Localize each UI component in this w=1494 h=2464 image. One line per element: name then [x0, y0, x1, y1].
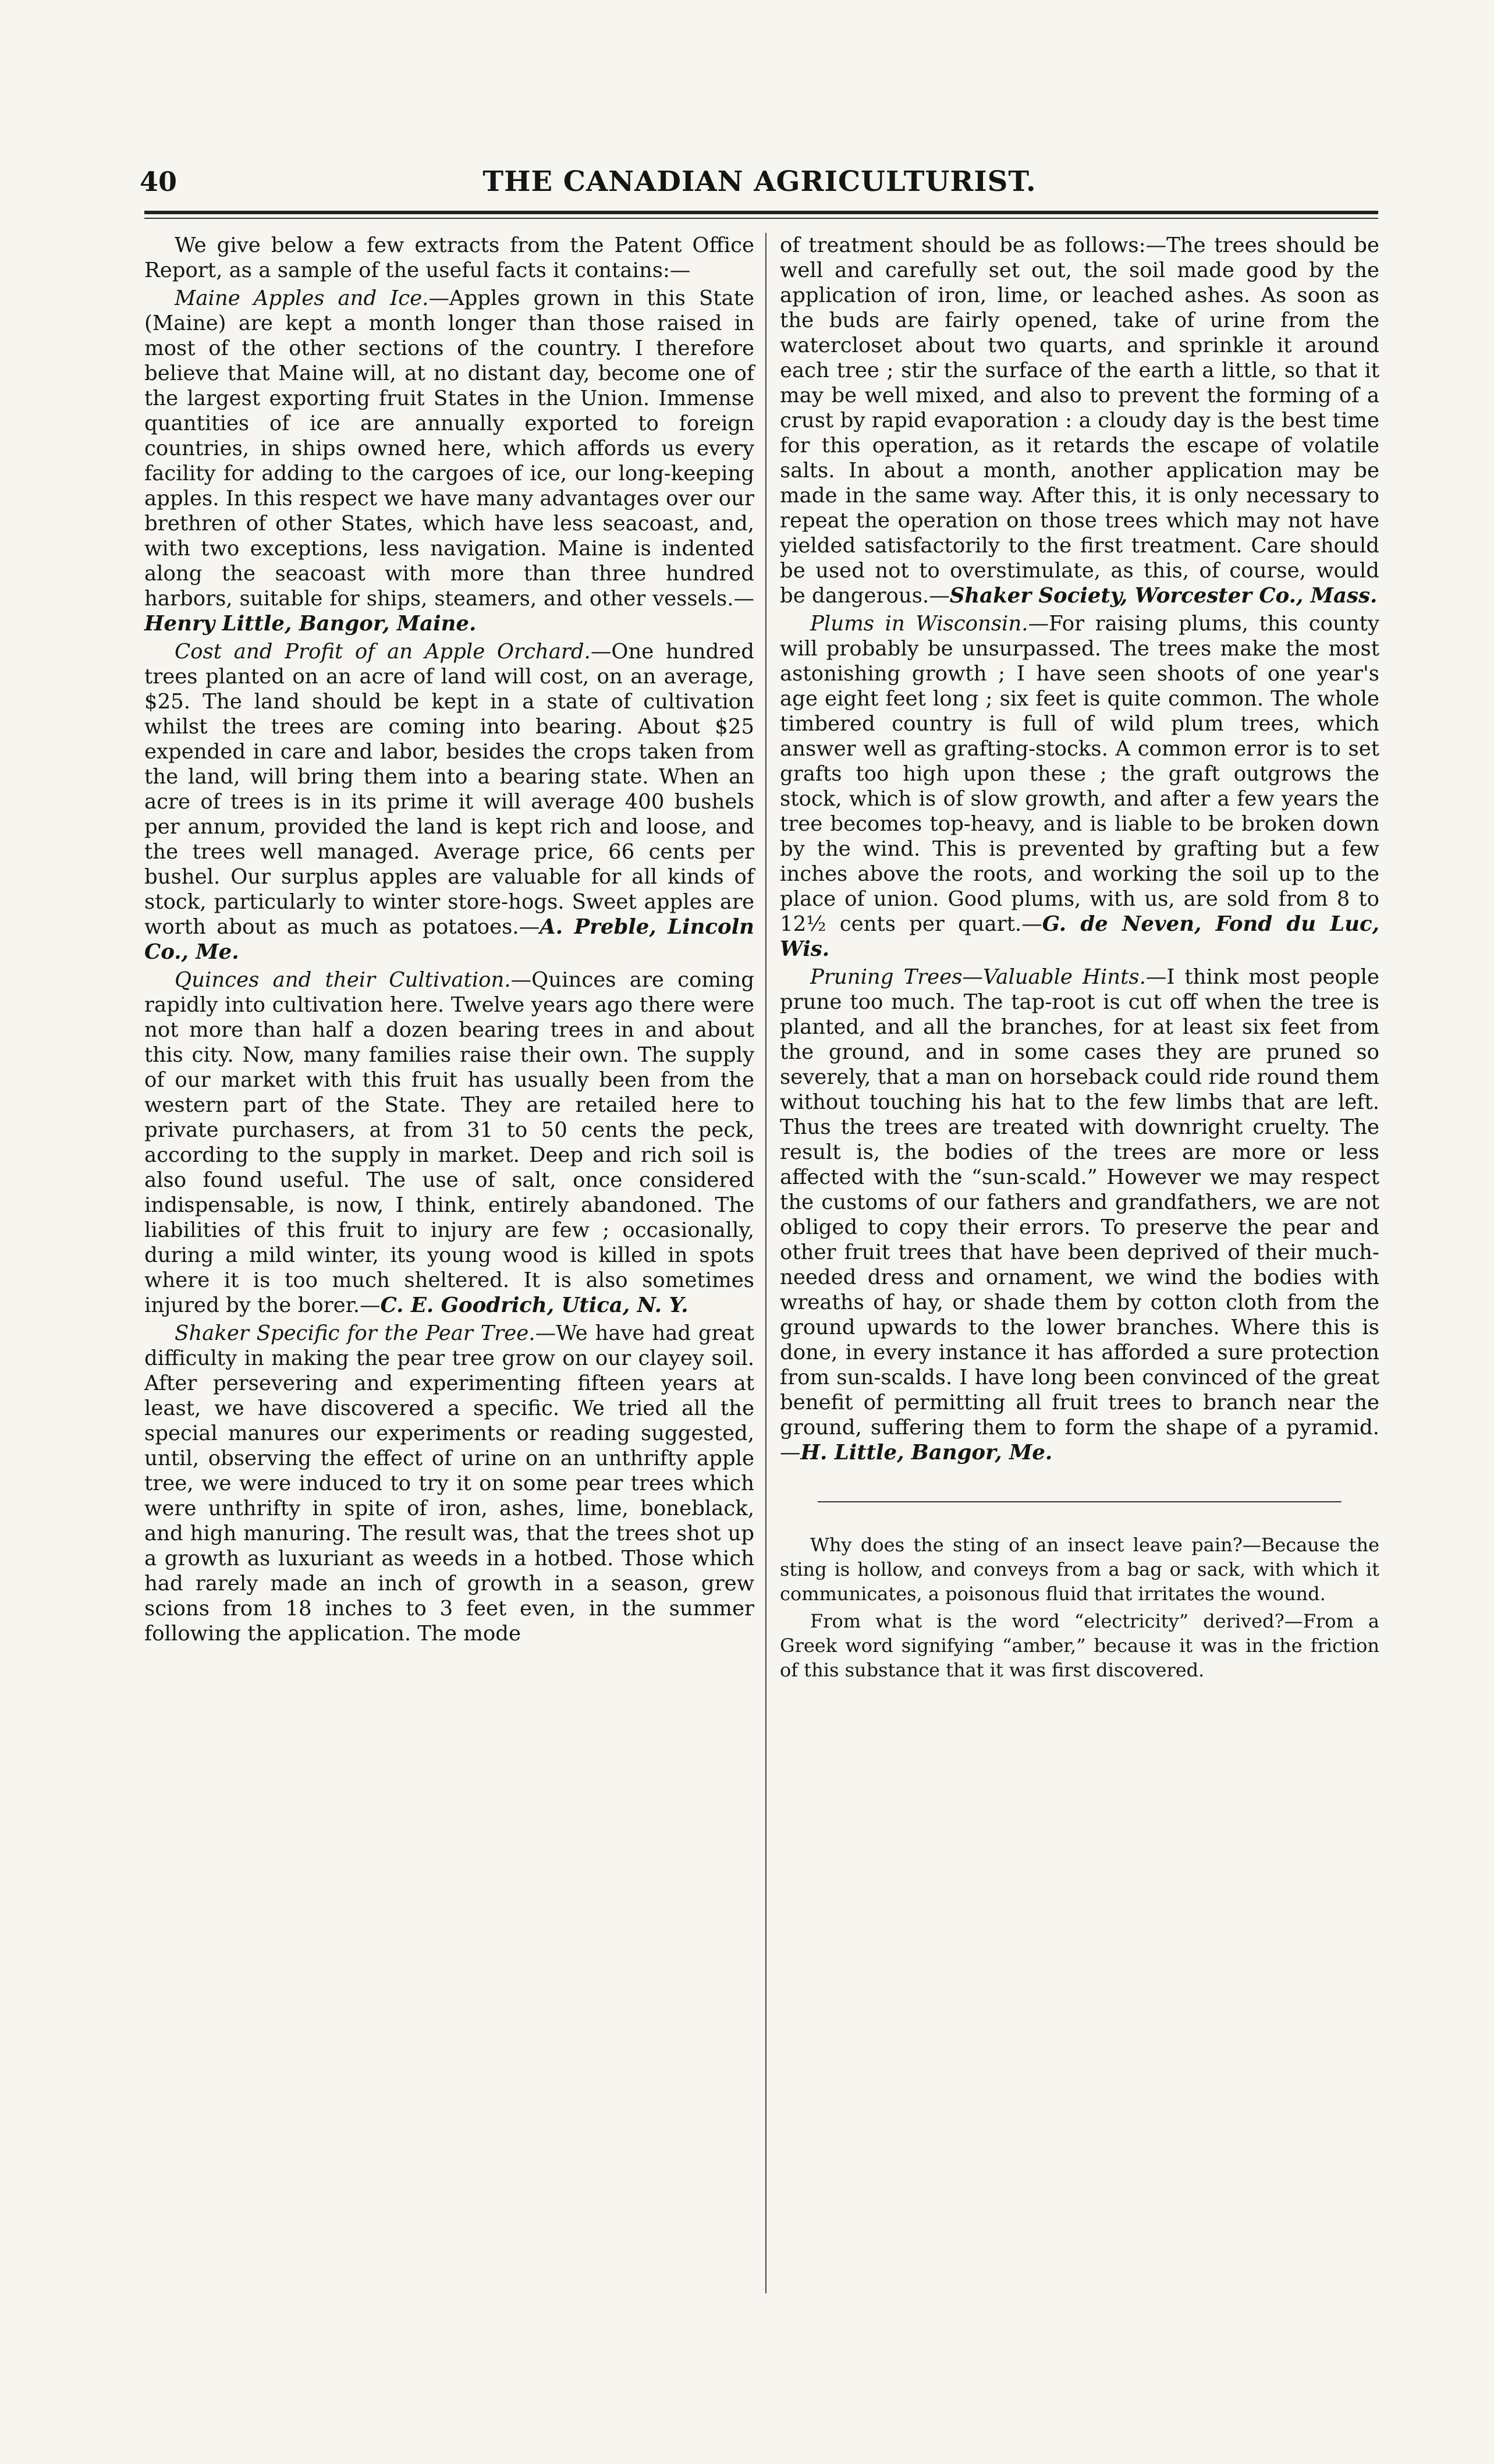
- article-title: Maine Apples and Ice.: [175, 286, 429, 310]
- article-body: —One hundred trees planted on an acre of land will cost, on an average, $25. The land should be kept in a state of cultivation whilst the trees are coming into bearing. About $25 expended in care and labor, besides the crops taken from the land, will bring them into a bearing state. When an acre of trees is in its prime it will average 400 bushels per annum, provided the land is kept rich and loose, and the trees well managed. Average price, 66 cents per bushel. Our surplus apples are valuable for all kinds of stock, particularly to winter store-hogs. Sweet apples are worth about as much as potatoes.—: [144, 640, 754, 939]
- intro-paragraph: We give below a few extracts from the Patent Office Report, as a sample of the useful facts it contains:—: [144, 233, 754, 282]
- right-column: [780, 233, 1379, 1685]
- article-title: Pruning Trees—Valuable Hints.: [810, 965, 1146, 989]
- snippet-insect-sting: Why does the sting of an insect leave pain?—Because the sting is hollow, and conveys from a bag or sack, with which it communicates, a poisonous fluid that irritates the wound.: [780, 1534, 1379, 1605]
- page-number: 40: [140, 166, 178, 197]
- article-body: —Quinces are coming rapidly into cultivation here. Twelve years ago there were not more than half a dozen bearing trees in and about this city. Now, many families raise their own. The supply of our market with this fruit has usually been from the western part of the State. They are retailed here to private purchasers, at from 31 to 50 cents the peck, according to the supply in market. Deep and rich soil is also found useful. The use of salt, once considered indispensable, is now, I think, entirely abandoned. The liabilities of this fruit to injury are few ; occasionally, during a mild winter, its young wood is killed in spots where it is too much sheltered. It is also sometimes injured by the borer.—: [144, 968, 754, 1317]
- article-title: Plums in Wisconsin.: [810, 612, 1028, 636]
- article-apple-orchard: [144, 639, 754, 965]
- article-quinces: [144, 967, 754, 1318]
- snippet-electricity: From what is the word “electricity” derived?—From a Greek word signifying “amber,” because it was in the friction of this substance that it was first discovered.: [780, 1610, 1379, 1681]
- article-body: of treatment should be as follows:—The trees should be well and carefully set out, the soil made good by the application of iron, lime, or leached ashes. As soon as the buds are fairly opened, take of urine from the watercloset about two quarts, and sprinkle it around each tree ; stir the surface of the earth a little, so that it may be well mixed, and also to prevent the forming of a crust by rapid evaporation : a cloudy day is the best time for this operation, as it retards the escape of volatile salts. In about a month, another application may be made in the same way. After this, it is only necessary to repeat the operation on those trees which may not have yielded satisfactorily to the first treatment. Care should be used not to overstimulate, as this, of course, would be dangerous.—: [780, 233, 1379, 608]
- article-attribution: H. Little, Bangor, Me.: [800, 1441, 1053, 1465]
- page-header: [140, 164, 1379, 205]
- column-divider: [765, 233, 766, 2293]
- article-title: Quinces and their Cultivation.: [175, 968, 511, 992]
- article-attribution: Shaker Society, Worcester Co., Mass.: [949, 584, 1378, 608]
- article-body: —We have had great difficulty in making the pear tree grow on our clayey soil. After persevering and experimenting fifteen years at least, we have discovered a specific. We tried all the special manures our experiments or reading suggested, until, observing the effect of urine on an unthrifty apple tree, we were induced to try it on some pear trees which were unthrifty in spite of iron, ashes, lime, boneblack, and high manuring. The result was, that the trees shot up a growth as luxuriant as weeds in a hotbed. Those which had rarely made an inch of growth in a season, grew scions from 18 inches to 3 feet even, in the summer following the application. The mode: [144, 1321, 754, 1646]
- running-title: THE CANADIAN AGRICULTURIST.: [482, 165, 1037, 198]
- article-attribution: A. Preble, Lincoln Co., Me.: [144, 915, 754, 964]
- article-body: —For raising plums, this county will probably be unsurpassed. The trees make the most astonishing growth ; I have seen shoots of one year's age eight feet long ; six feet is quite common. The whole timbered country is full of wild plum trees, which answer well as grafting-stocks. A common error is to set grafts too high upon these ; the graft outgrows the stock, which is of slow growth, and after a few years the tree becomes top-heavy, and is liable to be broken down by the wind. This is prevented by grafting but a few inches above the roots, and working the soil up to the place of union. Good plums, with us, are sold from 8 to 12½ cents per quart.—: [780, 612, 1380, 936]
- article-title: Cost and Profit of an Apple Orchard.: [175, 640, 591, 664]
- article-title: Shaker Specific for the Pear Tree.: [175, 1321, 535, 1345]
- header-rule-thin: [144, 218, 1378, 219]
- article-body: —Apples grown in this State (Maine) are kept a month longer than those raised in most of the other sections of the country. I therefore believe that Maine will, at no distant day, become one of the largest exporting fruit States in the Union. Immense quantities of ice are annually exported to foreign countries, in ships owned here, which affords us every facility for adding to the cargoes of ice, our long-keeping apples. In this respect we have many advantages over our brethren of other States, which have less seacoast, and, with two exceptions, less navigation. Maine is indented along the seacoast with more than three hundred harbors, suitable for ships, steamers, and other vessels.—: [144, 286, 754, 611]
- article-continuation: [780, 233, 1379, 608]
- article-attribution: C. E. Goodrich, Utica, N. Y.: [380, 1293, 689, 1317]
- header-rule-thick: [144, 211, 1378, 214]
- article-body: —I think most people prune too much. The tap-root is cut off when the tree is planted, and all the branches, for at least six feet from the ground, and in some cases they are pruned so severely, that a man on horseback could ride round them without touching his hat to the few limbs that are left. Thus the trees are treated with downright cruelty. The result is, the bodies of the trees are more or less affected with the “sun-scald.” However we may respect the customs of our fathers and grandfathers, we are not obliged to copy their errors. To preserve the pear and other fruit trees that have been deprived of their much-needed dress and ornament, we wind the bodies with wreaths of hay, or shade them by cotton cloth from the ground upwards to the lower branches. Where this is done, in every instance it has afforded a sure protection from sun-scalds. I have long been convinced of the great benefit of permitting all fruit trees to branch near the ground, suffering them to form the shape of a pyramid.—: [780, 965, 1380, 1465]
- article-attribution: G. de Neven, Fond du Luc, Wis.: [780, 912, 1379, 961]
- article-shaker-pear: [144, 1321, 754, 1646]
- left-column: [144, 233, 754, 1649]
- article-attribution: Henry Little, Bangor, Maine.: [144, 612, 477, 636]
- article-plums-wisconsin: [780, 611, 1379, 962]
- article-pruning-trees: [780, 965, 1379, 1465]
- article-maine-apples: [144, 286, 754, 636]
- section-divider: [818, 1501, 1342, 1502]
